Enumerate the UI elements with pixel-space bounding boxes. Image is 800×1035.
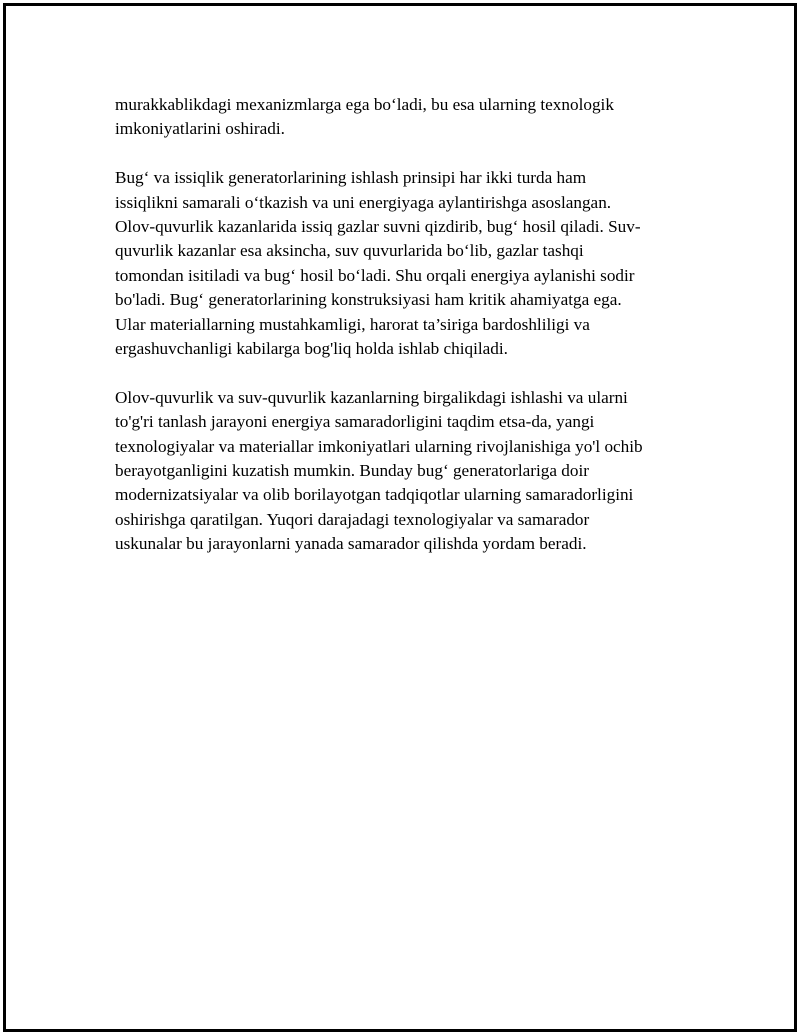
paragraph-3 [115,386,685,557]
text-line: imkoniyatlarini oshiradi. [115,119,285,139]
text-line: bo'ladi. Bug‘ generatorlarining konstruksiyasi ham kritik ahamiyatga ega. [115,290,622,310]
text-line: quvurlik kazanlar esa aksincha, suv quvurlarida bo‘lib, gazlar tashqi [115,241,584,261]
text-line: modernizatsiyalar va olib borilayotgan tadqiqotlar ularning samaradorligini [115,485,634,505]
text-line: Bug‘ va issiqlik generatorlarining ishlash prinsipi har ikki turda ham [115,168,587,188]
text-line: Olov-quvurlik va suv-quvurlik kazanlarning birgalikdagi ishlashi va ularni [115,387,628,407]
text-line: tomondan isitiladi va bug‘ hosil bo‘ladi. Shu orqali energiya aylanishi sodir [115,265,635,285]
text-line: Ular materiallarning mustahkamligi, harorat ta’siriga bardoshliligi va [115,314,590,334]
text-line: murakkablikdagi mexanizmlarga ega bo‘ladi, bu esa ularning texnologik [115,95,614,114]
text-line: uskunalar bu jarayonlarni yanada samarador qilishda yordam beradi. [115,534,587,554]
text-line: issiqlikni samarali o‘tkazish va uni energiyaga aylantirishga asoslangan. [115,192,612,212]
text-line: oshirishga qaratilgan. Yuqori darajadagi texnologiyalar va samarador [115,509,590,529]
text-line: texnologiyalar va materiallar imkoniyatlari ularning rivojlanishiga yo'l ochib [115,436,643,456]
text-line: berayotganligini kuzatish mumkin. Bunday bug‘ generatorlariga doir [115,461,589,481]
text-line: Olov-quvurlik kazanlarida issiq gazlar suvni qizdirib, bug‘ hosil qiladi. Suv- [115,217,641,237]
paragraph-1 [115,93,685,142]
paragraph-2 [115,166,685,361]
text-line: to'g'ri tanlash jarayoni energiya samaradorligini taqdim etsa-da, yangi [115,412,595,432]
document-body [115,93,685,581]
text-line: ergashuvchanligi kabilarga bog'liq holda ishlab chiqiladi. [115,339,508,359]
